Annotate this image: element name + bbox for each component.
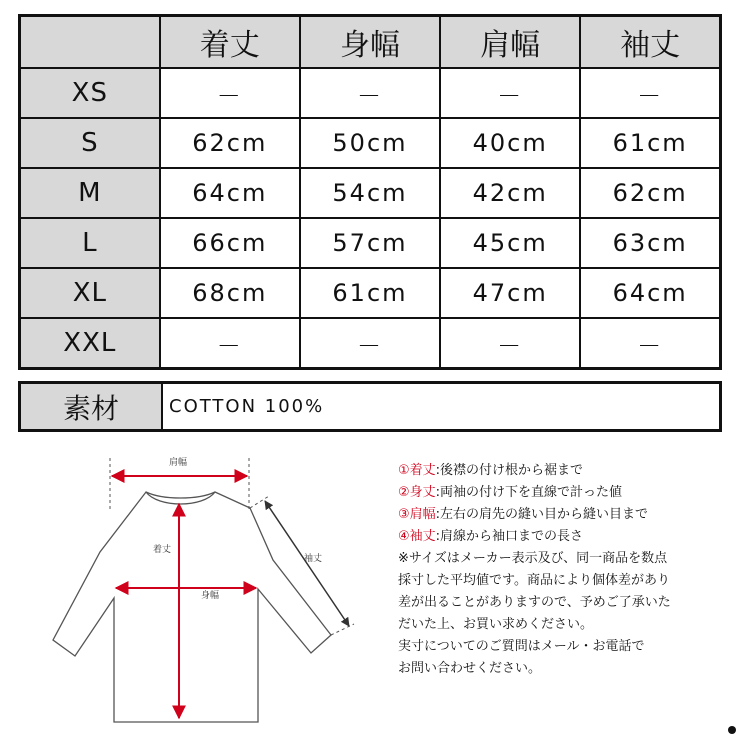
- sleeve-guide-bottom: [331, 624, 354, 635]
- table-row: [20, 218, 721, 268]
- material-value: COTTON 100%: [169, 396, 325, 417]
- table-cell: －: [440, 318, 580, 369]
- shirt-outline: [53, 492, 331, 722]
- header-chest: 身幅: [300, 16, 440, 69]
- table-cell: －: [300, 68, 440, 118]
- table-cell: 61cm: [300, 268, 440, 318]
- measurement-notes: [398, 460, 728, 680]
- table-row: [20, 118, 721, 168]
- table-cell: 47cm: [440, 268, 580, 318]
- note-text: :両袖の付け下を直線で計った値: [435, 485, 623, 500]
- table-row: [20, 318, 721, 369]
- table-cell: 64cm: [160, 168, 300, 218]
- note-text: :左右の肩先の縫い目から縫い目まで: [435, 507, 649, 522]
- table-cell: －: [440, 68, 580, 118]
- table-cell: －: [160, 68, 300, 118]
- note-marker: ①着丈: [398, 463, 436, 478]
- table-row: [20, 68, 721, 118]
- note-definition: [398, 504, 728, 526]
- table-cell: 50cm: [300, 118, 440, 168]
- table-cell: －: [300, 318, 440, 369]
- corner-dot: [728, 726, 736, 734]
- note-definition: [398, 526, 728, 548]
- shoulder-label: 肩幅: [168, 458, 188, 468]
- header-shoulder: 肩幅: [440, 16, 580, 69]
- note-marker: ②身丈: [398, 485, 436, 500]
- disclaimer-line: だいた上、お買い求めください。: [398, 617, 594, 632]
- table-row: [20, 168, 721, 218]
- table-cell: －: [580, 68, 720, 118]
- note-text: :肩線から袖口までの長さ: [435, 529, 584, 544]
- material-row: [18, 381, 722, 432]
- measurement-diagram: [18, 448, 378, 736]
- size-label: XL: [20, 268, 160, 318]
- table-cell: 57cm: [300, 218, 440, 268]
- note-definition: [398, 482, 728, 504]
- disclaimer-line: お問い合わせください。: [398, 661, 542, 676]
- table-cell: 64cm: [580, 268, 720, 318]
- table-cell: 45cm: [440, 218, 580, 268]
- table-row: [20, 268, 721, 318]
- table-cell: 66cm: [160, 218, 300, 268]
- table-cell: 68cm: [160, 268, 300, 318]
- note-definition: [398, 460, 728, 482]
- material-label: 素材: [21, 384, 163, 429]
- size-label: S: [20, 118, 160, 168]
- chest-label: 身幅: [200, 591, 220, 601]
- header-length: 着丈: [160, 16, 300, 69]
- table-cell: 63cm: [580, 218, 720, 268]
- table-cell: 42cm: [440, 168, 580, 218]
- table-cell: 40cm: [440, 118, 580, 168]
- table-cell: 61cm: [580, 118, 720, 168]
- disclaimer-line: 実寸についてのご質問はメール・お電話で: [398, 639, 645, 654]
- size-label: M: [20, 168, 160, 218]
- disclaimer-line: ※サイズはメーカー表示及び、同一商品を数点: [398, 551, 668, 566]
- disclaimer-line: 採寸した平均値です。商品により個体差があり: [398, 573, 670, 588]
- length-label: 着丈: [152, 545, 172, 555]
- note-text: :後襟の付け根から裾まで: [435, 463, 584, 478]
- header-row: [20, 16, 721, 69]
- header-corner: [20, 16, 160, 69]
- disclaimer-line: 差が出ることがありますので、予めご了承いた: [398, 595, 671, 610]
- table-cell: －: [580, 318, 720, 369]
- size-table: [18, 14, 722, 370]
- note-marker: ③肩幅: [398, 507, 436, 522]
- table-cell: －: [160, 318, 300, 369]
- size-label: L: [20, 218, 160, 268]
- table-cell: 62cm: [160, 118, 300, 168]
- table-cell: 54cm: [300, 168, 440, 218]
- size-label: XS: [20, 68, 160, 118]
- note-marker: ④袖丈: [398, 529, 436, 544]
- size-label: XXL: [20, 318, 160, 369]
- header-sleeve: 袖丈: [580, 16, 720, 69]
- table-cell: 62cm: [580, 168, 720, 218]
- sleeve-label: 袖丈: [303, 554, 323, 564]
